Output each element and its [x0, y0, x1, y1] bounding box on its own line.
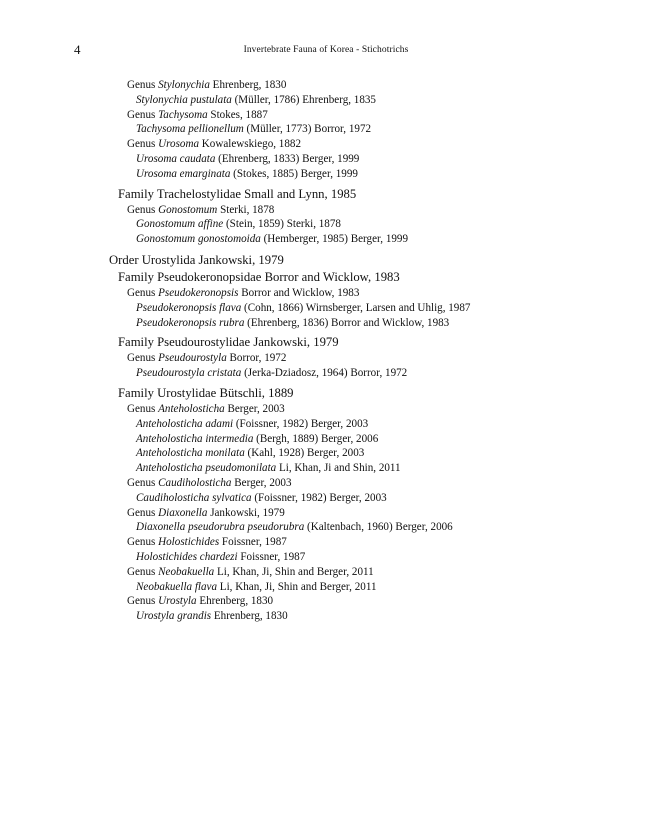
authority: (Stein, 1859) Sterki, 1878 — [223, 218, 341, 231]
genus-entry — [0, 565, 652, 580]
genus-name: Caudiholosticha — [158, 476, 232, 489]
order-heading: Order Urostylida Jankowski, 1979 — [109, 252, 284, 267]
species-name: Caudiholosticha sylvatica — [136, 491, 252, 504]
species-entry — [0, 217, 652, 232]
species-entry — [0, 550, 652, 565]
genus-entry — [0, 351, 652, 366]
genus-name: Pseudourostyla — [158, 352, 227, 365]
genus-name: Gonostomum — [158, 203, 218, 216]
authority: (Bergh, 1889) Berger, 2006 — [253, 432, 379, 445]
family-heading: Family Trachelostylidae Small and Lynn, 1985 — [118, 186, 357, 201]
species-name: Anteholosticha adami — [136, 417, 234, 430]
authority: Borror and Wicklow, 1983 — [238, 286, 360, 299]
taxonomic-listing — [0, 78, 652, 624]
genus-entry — [0, 108, 652, 123]
species-entry — [0, 432, 652, 447]
species-name: Anteholosticha monilata — [136, 447, 245, 460]
authority: Ehrenberg, 1830 — [209, 79, 287, 91]
species-name: Holostichides chardezi — [136, 550, 238, 563]
family-heading: Family Pseudokeronopsidae Borror and Wicklow, 1983 — [118, 269, 400, 284]
authority: (Kahl, 1928) Berger, 2003 — [244, 447, 365, 460]
authority: Li, Khan, Ji and Shin, 2011 — [276, 462, 401, 475]
authority: (Stokes, 1885) Berger, 1999 — [230, 167, 358, 180]
genus-entry — [0, 594, 652, 609]
species-name: Gonostomum affine — [136, 218, 224, 231]
authority: (Hemberger, 1985) Berger, 1999 — [260, 233, 409, 246]
authority: (Jerka-Dziadosz, 1964) Borror, 1972 — [241, 367, 408, 380]
species-name: Pseudourostyla cristata — [136, 367, 242, 380]
genus-entry — [0, 78, 652, 93]
species-name: Urosoma emarginata — [136, 167, 231, 180]
species-entry — [0, 609, 652, 624]
genus-label: Genus — [127, 595, 159, 608]
species-name: Anteholosticha intermedia — [136, 432, 254, 445]
genus-name: Neobakuella — [158, 565, 215, 578]
species-entry — [0, 301, 652, 316]
genus-label: Genus — [127, 476, 159, 489]
species-entry — [0, 152, 652, 167]
authority: Borror, 1972 — [226, 352, 287, 365]
species-entry — [0, 122, 652, 137]
species-name: Neobakuella flava — [136, 580, 218, 593]
species-name: Stylonychia pustulata — [136, 93, 232, 106]
authority: Sterki, 1878 — [217, 203, 275, 216]
species-name: Gonostomum gonostomoida — [136, 233, 261, 246]
genus-label: Genus — [127, 565, 159, 578]
species-entry — [0, 167, 652, 182]
authority: Ehrenberg, 1830 — [196, 595, 274, 608]
species-name: Diaxonella pseudorubra pseudorubra — [136, 521, 305, 534]
authority: (Ehrenberg, 1836) Borror and Wicklow, 1983 — [244, 316, 450, 329]
genus-label: Genus — [127, 203, 159, 216]
genus-label: Genus — [127, 402, 159, 415]
authority: (Cohn, 1866) Wirnsberger, Larsen and Uhlig, 1987 — [241, 301, 471, 314]
genus-name: Diaxonella — [158, 506, 208, 519]
authority: Stokes, 1887 — [207, 108, 268, 121]
genus-name: Holostichides — [158, 536, 220, 549]
genus-name: Tachysoma — [158, 108, 208, 121]
species-name: Pseudokeronopsis flava — [136, 301, 242, 314]
species-entry — [0, 446, 652, 461]
authority: Ehrenberg, 1830 — [211, 610, 288, 623]
genus-label: Genus — [127, 352, 159, 365]
authority: Foissner, 1987 — [237, 550, 306, 563]
species-entry — [0, 491, 652, 506]
authority: (Müller, 1786) Ehrenberg, 1835 — [231, 93, 376, 106]
species-entry — [0, 316, 652, 331]
genus-entry — [0, 476, 652, 491]
genus-label: Genus — [127, 138, 159, 151]
species-name: Tachysoma pellionellum — [136, 123, 244, 136]
page-number: 4 — [74, 42, 81, 57]
genus-label: Genus — [127, 506, 159, 519]
species-entry — [0, 232, 652, 247]
species-name: Urosoma caudata — [136, 152, 216, 165]
genus-label: Genus — [127, 79, 159, 91]
authority: Li, Khan, Ji, Shin and Berger, 2011 — [217, 580, 377, 593]
genus-label: Genus — [127, 286, 159, 299]
genus-entry — [0, 286, 652, 301]
genus-name: Pseudokeronopsis — [158, 286, 239, 299]
authority: Jankowski, 1979 — [207, 506, 285, 519]
genus-label: Genus — [127, 108, 159, 121]
species-name: Pseudokeronopsis rubra — [136, 316, 245, 329]
species-entry — [0, 520, 652, 535]
authority: (Foissner, 1982) Berger, 2003 — [251, 491, 387, 504]
authority: Berger, 2003 — [231, 476, 292, 489]
species-name: Urostyla grandis — [136, 610, 212, 623]
genus-name: Anteholosticha — [158, 402, 225, 415]
genus-name: Stylonychia — [158, 79, 210, 91]
running-header: Invertebrate Fauna of Korea - Stichotrichs — [243, 45, 409, 55]
genus-entry — [0, 203, 652, 218]
authority: (Ehrenberg, 1833) Berger, 1999 — [215, 152, 360, 165]
genus-entry — [0, 402, 652, 417]
genus-entry — [0, 535, 652, 550]
genus-name: Urosoma — [158, 138, 200, 151]
genus-entry — [0, 506, 652, 521]
authority: (Foissner, 1982) Berger, 2003 — [233, 417, 369, 430]
species-entry — [0, 417, 652, 432]
authority: Kowalewskiego, 1882 — [199, 138, 301, 151]
authority: (Kaltenbach, 1960) Berger, 2006 — [304, 521, 453, 534]
species-entry — [0, 580, 652, 595]
authority: Foissner, 1987 — [219, 536, 287, 549]
species-entry — [0, 461, 652, 476]
family-heading: Family Pseudourostylidae Jankowski, 1979 — [118, 335, 339, 350]
species-entry — [0, 93, 652, 108]
authority: Li, Khan, Ji, Shin and Berger, 2011 — [214, 565, 374, 578]
genus-name: Urostyla — [158, 595, 197, 608]
genus-label: Genus — [127, 536, 159, 549]
family-heading: Family Urostylidae Bütschli, 1889 — [118, 385, 294, 400]
genus-entry — [0, 137, 652, 152]
species-entry — [0, 366, 652, 381]
authority: (Müller, 1773) Borror, 1972 — [243, 123, 372, 136]
species-name: Anteholosticha pseudomonilata — [136, 462, 277, 475]
authority: Berger, 2003 — [224, 402, 285, 415]
